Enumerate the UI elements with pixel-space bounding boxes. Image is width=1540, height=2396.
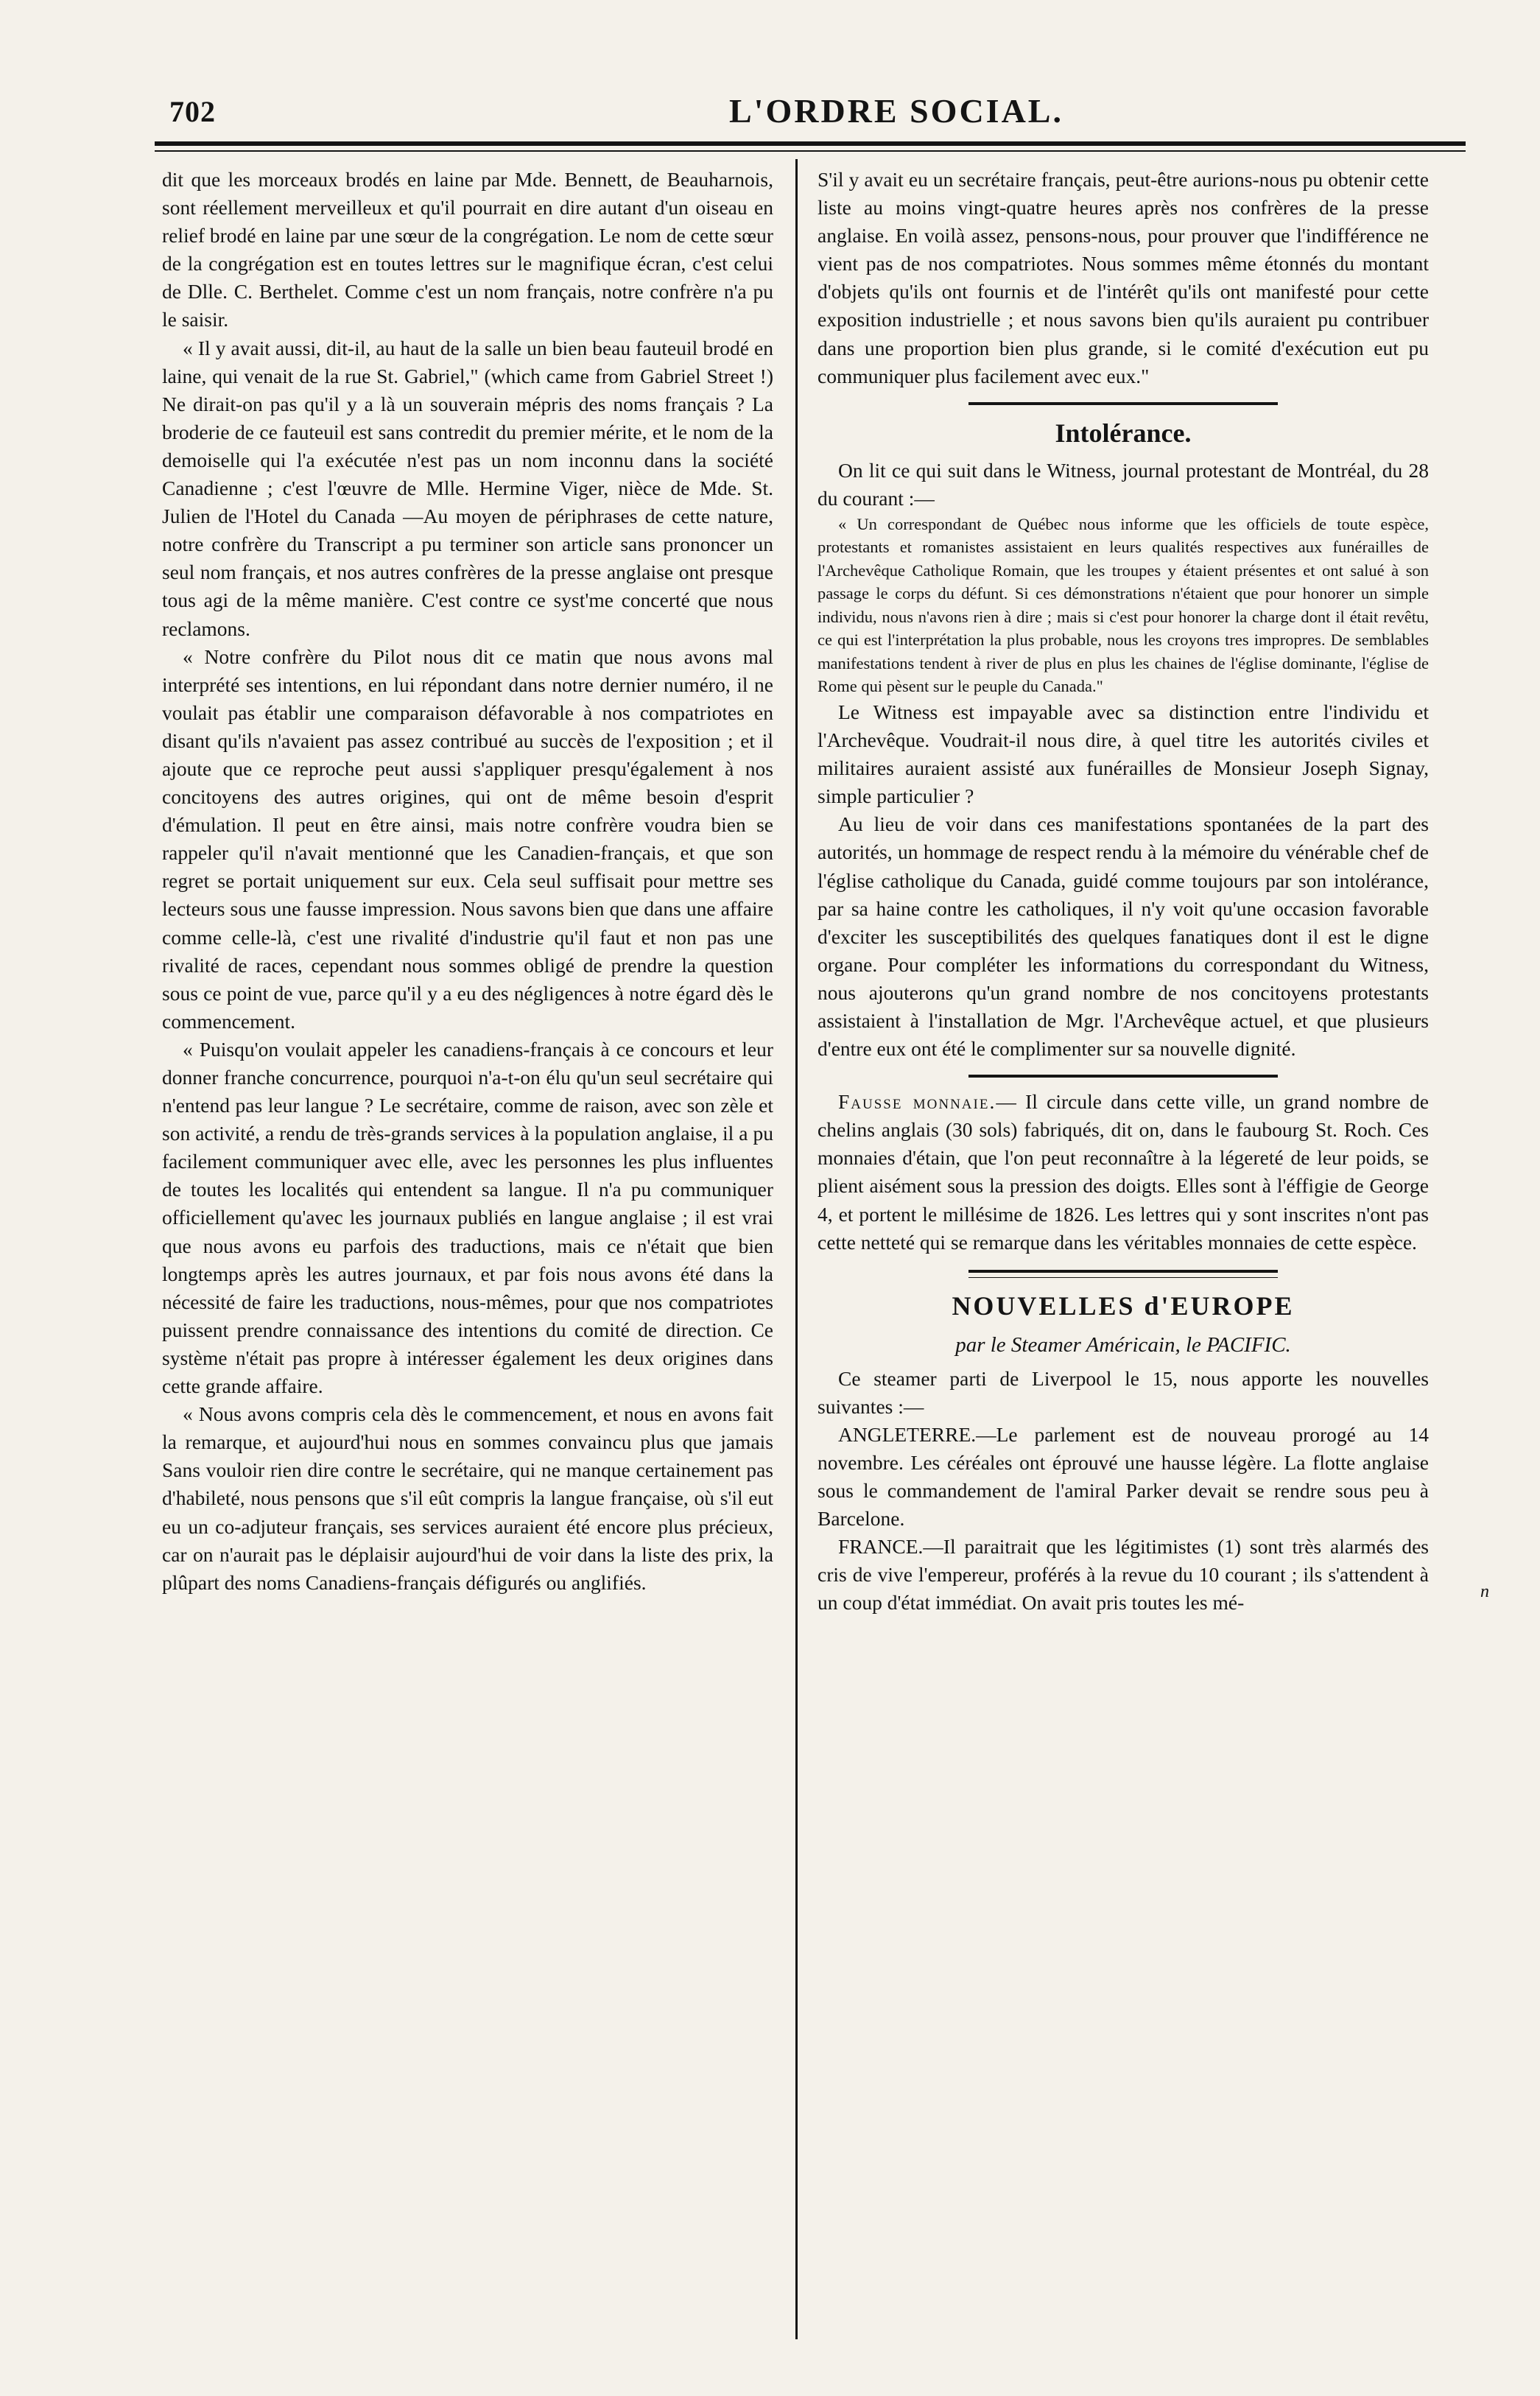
right-paragraph-1: S'il y avait eu un secrétaire français, peut-être aurions-nous pu obtenir cette liste au moins vingt-quatre heures après nos confrères de la presse anglaise. En voilà assez, pensons-nous, pour prouver que l'indifférence ne vient pas de nos compatriotes. Nous sommes même étonnés du montant d'objets qu'ils ont fournis et de l'intérêt qu'ils ont manifesté pour cette exposition industrielle ; et nous savons bien qu'ils auraient pu contribuer dans une proportion bien plus grande, si le comité d'exécution eut pu communiquer plus facilement avec eux." bbox=[818, 168, 1429, 387]
left-paragraph-3: « Notre confrère du Pilot nous dit ce matin que nous avons mal interprété ses intentions, en lui répondant dans notre dernier numéro, il ne voulait pas établir une comparaison défavorable à nos compatriotes en disant qu'ils n'avaient pas assez contribué au succès de l'exposition ; et il ajoute que ce reproche peut aussi s'appliquer presqu'également à nos concitoyens des autres origines, qui ont de même besoin d'esprit d'émulation. Il peut en être ainsi, mais notre confrère voudra bien se rappeler qu'il n'avait mentionné que les Canadien-français, et que son regret se portait uniquement sur eux. Cela seul suffisait pour mettre ses lecteurs sous une fausse impression. Nous savons bien que dans une affaire comme celle-là, c'est une rivalité d'industrie qu'il faut et non pas une rivalité de races, cependant nous sommes obligé de prendre la question sous ce point de vue, parce qu'il y a eu des négligences à notre égard dès le commencement. bbox=[162, 644, 773, 1033]
section-separator-3 bbox=[968, 1270, 1278, 1278]
europe-heading: NOUVELLES d'EUROPE bbox=[952, 1290, 1295, 1321]
france-paragraph: FRANCE.—Il paraitrait que les légitimistes (1) sont très alarmés des cris de vive l'empereur, proférés à la revue du 10 courant ; ils s'attendent à un coup d'état immédiat. On avait pris toutes les mé- bbox=[818, 1535, 1429, 1615]
section-separator-2 bbox=[968, 1075, 1278, 1078]
newspaper-page bbox=[155, 88, 1489, 2342]
intolerance-intro: On lit ce qui suit dans le Witness, journal protestant de Montréal, du 28 du courant :— bbox=[818, 458, 1429, 510]
angleterre-paragraph: ANGLETERRE.—Le parlement est de nouveau prorogé au 14 novembre. Les céréales ont éprouvé une hausse légère. La flotte anglaise sous le commandement de l'amiral Parker devait se rendre sous peu à Barcelone. bbox=[818, 1422, 1429, 1531]
page-number: 702 bbox=[169, 95, 216, 128]
left-paragraph-1: dit que les morceaux brodés en laine par Mde. Bennett, de Beauharnois, sont réellement merveilleux et qu'il pourrait en dire autant d'un oiseau en relief brodé en laine par une sœur de la congrégation. Le nom de cette sœur de la congrégation est en toutes lettres sur le magnifique écran, c'est celui de Dlle. C. Berthelet. Comme c'est un nom français, notre confrère n'a pu le saisir. bbox=[162, 168, 774, 331]
column-divider bbox=[795, 159, 798, 2339]
left-paragraph-5: « Nous avons compris cela dès le commencement, et nous en avons fait la remarque, et aujourd'hui nous en sommes convaincu plus que jamais Sans vouloir rien dire contre le secrétaire, qui ne manque certainement pas d'habileté, nous pensons que s'il eût compris la langue française, où s'il eut eu un co-adjuteur français, ses services auraient été encore plus précieux, car on n'aurait pas le déplaisir aujourd'hui de voir dans la liste des prix, la plûpart des noms Canadiens-français défigurés ou anglifiés. bbox=[162, 1402, 773, 1594]
right-column bbox=[818, 166, 1429, 1617]
section-separator bbox=[968, 402, 1278, 405]
left-paragraph-4: « Puisqu'on voulait appeler les canadiens-français à ce concours et leur donner franche concurrence, pourquoi n'a-t-on élu qu'un seul secrétaire qui n'entend pas leur langue ? Le secrétaire, comme de raison, avec son zèle et son activité, a rendu de très-grands services à la population anglaise, il a pu facilement communiquer avec elle, avec les personnes les plus influentes de toutes les localités qui entendent sa langue. Il n'a pu communiquer officiellement qu'avec les journaux publiés en langue anglaise ; il est vrai que nous avons eu parfois des traductions, mais ce n'était que bien longtemps après les autres journaux, et par fois nous avons été dans la nécessité de faire les traductions, nous-mêmes, pour que nos compatriotes puissent prendre connaissance des intentions du comité de direction. Ce système n'était pas propre à intéresser également les deux origines dans cette grande affaire. bbox=[162, 1037, 773, 1398]
europe-intro: Ce steamer parti de Liverpool le 15, nous apporte les nouvelles suivantes :— bbox=[818, 1366, 1429, 1418]
stray-mark: n bbox=[1480, 1582, 1489, 1601]
masthead bbox=[155, 88, 1466, 140]
left-column bbox=[162, 166, 773, 1597]
fausse-monnaie-paragraph bbox=[818, 1088, 1429, 1257]
witness-paragraph-1: Le Witness est impayable avec sa distinction entre l'individu et l'Archevêque. Voudrait-il nous dire, à quel titre les autorités civiles et militaires auraient assisté aux funérailles de Monsieur Joseph Signay, simple particulier ? bbox=[818, 700, 1429, 808]
fausse-monnaie-lead: Fausse monnaie. bbox=[838, 1090, 996, 1114]
intolerance-heading: Intolérance. bbox=[1055, 418, 1192, 448]
europe-subtitle: par le Steamer Américain, le PACIFIC. bbox=[955, 1332, 1291, 1357]
running-title: L'ORDRE SOCIAL. bbox=[729, 92, 1063, 130]
header-rule bbox=[155, 141, 1466, 146]
fausse-monnaie-body: — Il circule dans cette ville, un grand nombre de chelins anglais (30 sols) fabriqués, dit on, dans le faubourg St. Roch. Ces monnaies d'étain, que l'on peut reconnaître à la légereté de leur poids, se plient aisément sous la pression des doigts. Elles sont à l'éffigie de George 4, et portent le millésime de 1826. Les lettres qui y sont inscrites n'ont pas cette netteté qui se remarque dans les véritables monnaies de cette espèce. bbox=[818, 1090, 1429, 1254]
witness-paragraph-2: Au lieu de voir dans ces manifestations spontanées de la part des autorités, un hommage de respect rendu à la mémoire du vénérable chef de l'église catholique du Canada, guidé comme toujours par son intolérance, par sa haine contre les catholiques, il n'y voit qu'une occasion favorable d'exciter les susceptibilités des quelques fanatiques dont il est le digne organe. Pour compléter les informations du correspondant du Witness, nous ajouterons qu'un grand nombre de nos concitoyens protestants assistaient à l'installation de Mgr. l'Archevêque actuel, et que plusieurs d'entre eux ont été le complimenter sur sa nouvelle dignité. bbox=[818, 812, 1429, 1061]
intolerance-quote: « Un correspondant de Québec nous informe que les officiels de toute espèce, protestants et romanistes assistaient en leurs qualités respectives aux funérailles de l'Archevêque Catholique Romain, que les troupes y étaient présentes et ont salué à son passage le corps du défunt. Si ces démonstrations n'étaient que pour honorer un simple individu, nous n'avons rien à dire ; mais si c'est pour honorer la charge dont il était revêtu, ce qui est l'interprétation la plus probable, nous les croyons tres impropres. De semblables manifestations tendent à river de plus en plus les chaines de l'église dominante, l'église de Rome qui pèsent sur le peuple du Canada." bbox=[818, 514, 1429, 696]
header-rule-thin bbox=[155, 150, 1466, 152]
left-paragraph-2: « Il y avait aussi, dit-il, au haut de la salle un bien beau fauteuil brodé en laine, qui venait de la rue St. Gabriel," (which came from Gabriel Street !) Ne dirait-on pas qu'il y a là un souverain mépris des noms français ? La broderie de ce fauteuil est sans contredit du premier mérite, et le nom de la demoiselle qui l'a exécutée n'est pas un nom inconnu dans la société Canadienne ; c'est l'œuvre de Mlle. Hermine Viger, nièce de Mde. St. Julien de l'Hotel du Canada —Au moyen de périphrases de cette nature, notre confrère du Transcript a pu terminer son article sans prononcer un seul nom français, et nos autres confrères de la presse anglaise ont presque tous agi de la même manière. C'est contre ce syst'me concerté que nous reclamons. bbox=[162, 336, 773, 640]
